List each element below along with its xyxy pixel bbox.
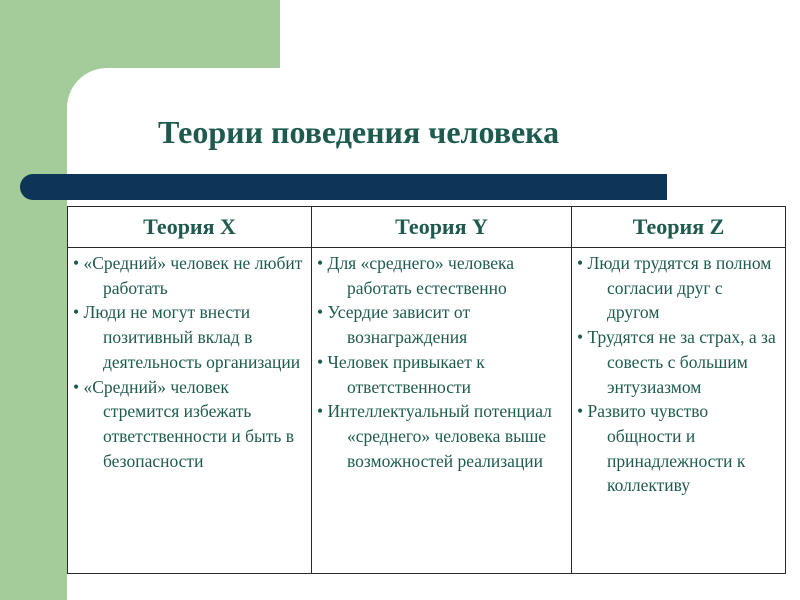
theory-y-list: [317, 251, 565, 473]
list-item: • «Средний» человек не любит работать: [73, 253, 303, 298]
header-theory-x: Теория X: [68, 207, 312, 248]
list-item: • Усердие зависит от вознаграждения: [317, 302, 471, 348]
theory-z-list: [577, 251, 779, 498]
title-underline-bar: [20, 174, 667, 200]
table-header-row: [68, 207, 786, 248]
theories-table: [67, 206, 786, 574]
header-theory-y: Теория Y: [312, 207, 572, 248]
theory-z-cell: [572, 248, 786, 574]
list-item: • Человек привыкает к ответственности: [317, 351, 485, 397]
list-item: • Трудятся не за страх, а за совесть с большим энтузиазмом: [577, 327, 776, 397]
list-item: • Для «среднего» человека работать естественно: [317, 253, 515, 298]
theory-x-cell: [68, 248, 312, 574]
list-item: • Люди трудятся в полном согласии друг с другом: [577, 253, 772, 323]
theory-y-cell: [312, 248, 572, 574]
table-row: [68, 248, 786, 574]
list-item: • Развито чувство общности и принадлежности к коллективу: [577, 401, 746, 496]
theory-x-list: [73, 251, 305, 473]
list-item: • Интеллектуальный потенциал «среднего» человека выше возможностей реализации: [317, 401, 552, 471]
slide-title: Теории поведения человека: [158, 114, 560, 150]
header-theory-z: Теория Z: [572, 207, 786, 248]
list-item: • «Средний» человек стремится избежать ответственности и быть в безопасности: [73, 376, 295, 471]
list-item: • Люди не могут внести позитивный вклад в деятельность организации: [73, 302, 301, 372]
